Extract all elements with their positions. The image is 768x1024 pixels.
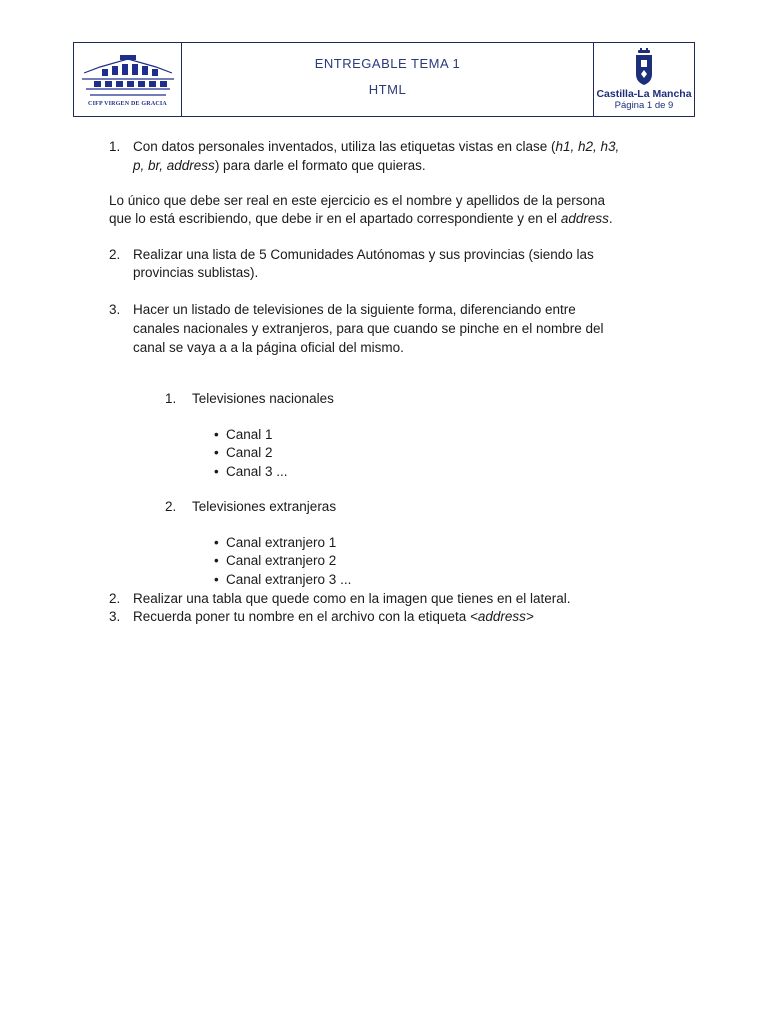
- paragraph-line: [109, 210, 613, 228]
- bullet-icon: •: [214, 572, 219, 587]
- list-item-text: provincias sublistas).: [133, 265, 259, 280]
- document-header: [73, 42, 695, 117]
- tag-names: p, br, address: [133, 158, 215, 173]
- list-item-number: 3.: [109, 609, 121, 624]
- text-segment: .: [608, 211, 613, 226]
- channel-item: Canal extranjero 1: [226, 535, 337, 550]
- bullet-icon: •: [214, 427, 219, 442]
- tag-name: <address>: [469, 609, 534, 624]
- list-item-text: canal se vaya a a la página oficial del mismo.: [133, 340, 404, 355]
- list-item-text: Realizar una lista de 5 Comunidades Autónomas y sus provincias (siendo las: [133, 247, 594, 262]
- text-segment: Recuerda poner tu nombre en el archivo con la etiqueta: [133, 609, 470, 624]
- list-item-text: Realizar una tabla que quede como en la imagen que tienes en el lateral.: [133, 591, 571, 606]
- bullet-icon: •: [214, 535, 219, 550]
- channel-item: Canal extranjero 3 ...: [226, 572, 352, 587]
- text-segment: Con datos personales inventados, utiliza las etiquetas vistas en clase (: [133, 139, 556, 154]
- header-title: ENTREGABLE TEMA 1: [314, 56, 461, 71]
- channel-item: Canal 2: [226, 445, 273, 460]
- list-item-text: [133, 138, 619, 156]
- list-item-text: [133, 157, 426, 175]
- channel-item: Canal extranjero 2: [226, 553, 337, 568]
- header-title-cell: [182, 43, 594, 116]
- list-item-text: canales nacionales y extranjeros, para que cuando se pinche en el nombre del: [133, 321, 604, 336]
- coat-of-arms-icon: [633, 48, 655, 86]
- sublist-label: Televisiones nacionales: [192, 391, 334, 406]
- region-name: Castilla-La Mancha: [596, 88, 692, 100]
- page-number: Página 1 de 9: [614, 100, 674, 111]
- list-item-number: 3.: [109, 302, 121, 317]
- bullet-icon: •: [214, 464, 219, 479]
- channel-item: Canal 1: [226, 427, 273, 442]
- bullet-icon: •: [214, 445, 219, 460]
- tag-names: h1, h2, h3,: [555, 139, 620, 154]
- school-logo-cell: [74, 43, 182, 116]
- list-item-text: [133, 608, 534, 626]
- sublist-number: 2.: [165, 499, 177, 514]
- sublist-number: 1.: [165, 391, 177, 406]
- paragraph-line: Lo único que debe ser real en este ejercicio es el nombre y apellidos de la persona: [109, 193, 606, 208]
- text-segment: ) para darle el formato que quieras.: [214, 158, 426, 173]
- list-item-text: Hacer un listado de televisiones de la siguiente forma, diferenciando entre: [133, 302, 576, 317]
- bullet-icon: •: [214, 553, 219, 568]
- school-name: CIFP VIRGEN DE GRACIA: [88, 100, 167, 107]
- list-item-number: 2.: [109, 247, 121, 262]
- list-item-number: 2.: [109, 591, 121, 606]
- header-subtitle: HTML: [368, 82, 407, 97]
- channel-item: Canal 3 ...: [226, 464, 288, 479]
- region-logo-cell: [594, 43, 694, 116]
- sublist-label: Televisiones extranjeras: [192, 499, 337, 514]
- text-segment: que lo está escribiendo, que debe ir en el apartado correspondiente y en el: [109, 211, 561, 226]
- tag-name: address: [560, 211, 609, 226]
- building-logo-icon: [80, 53, 176, 99]
- list-item-number: 1.: [109, 139, 121, 154]
